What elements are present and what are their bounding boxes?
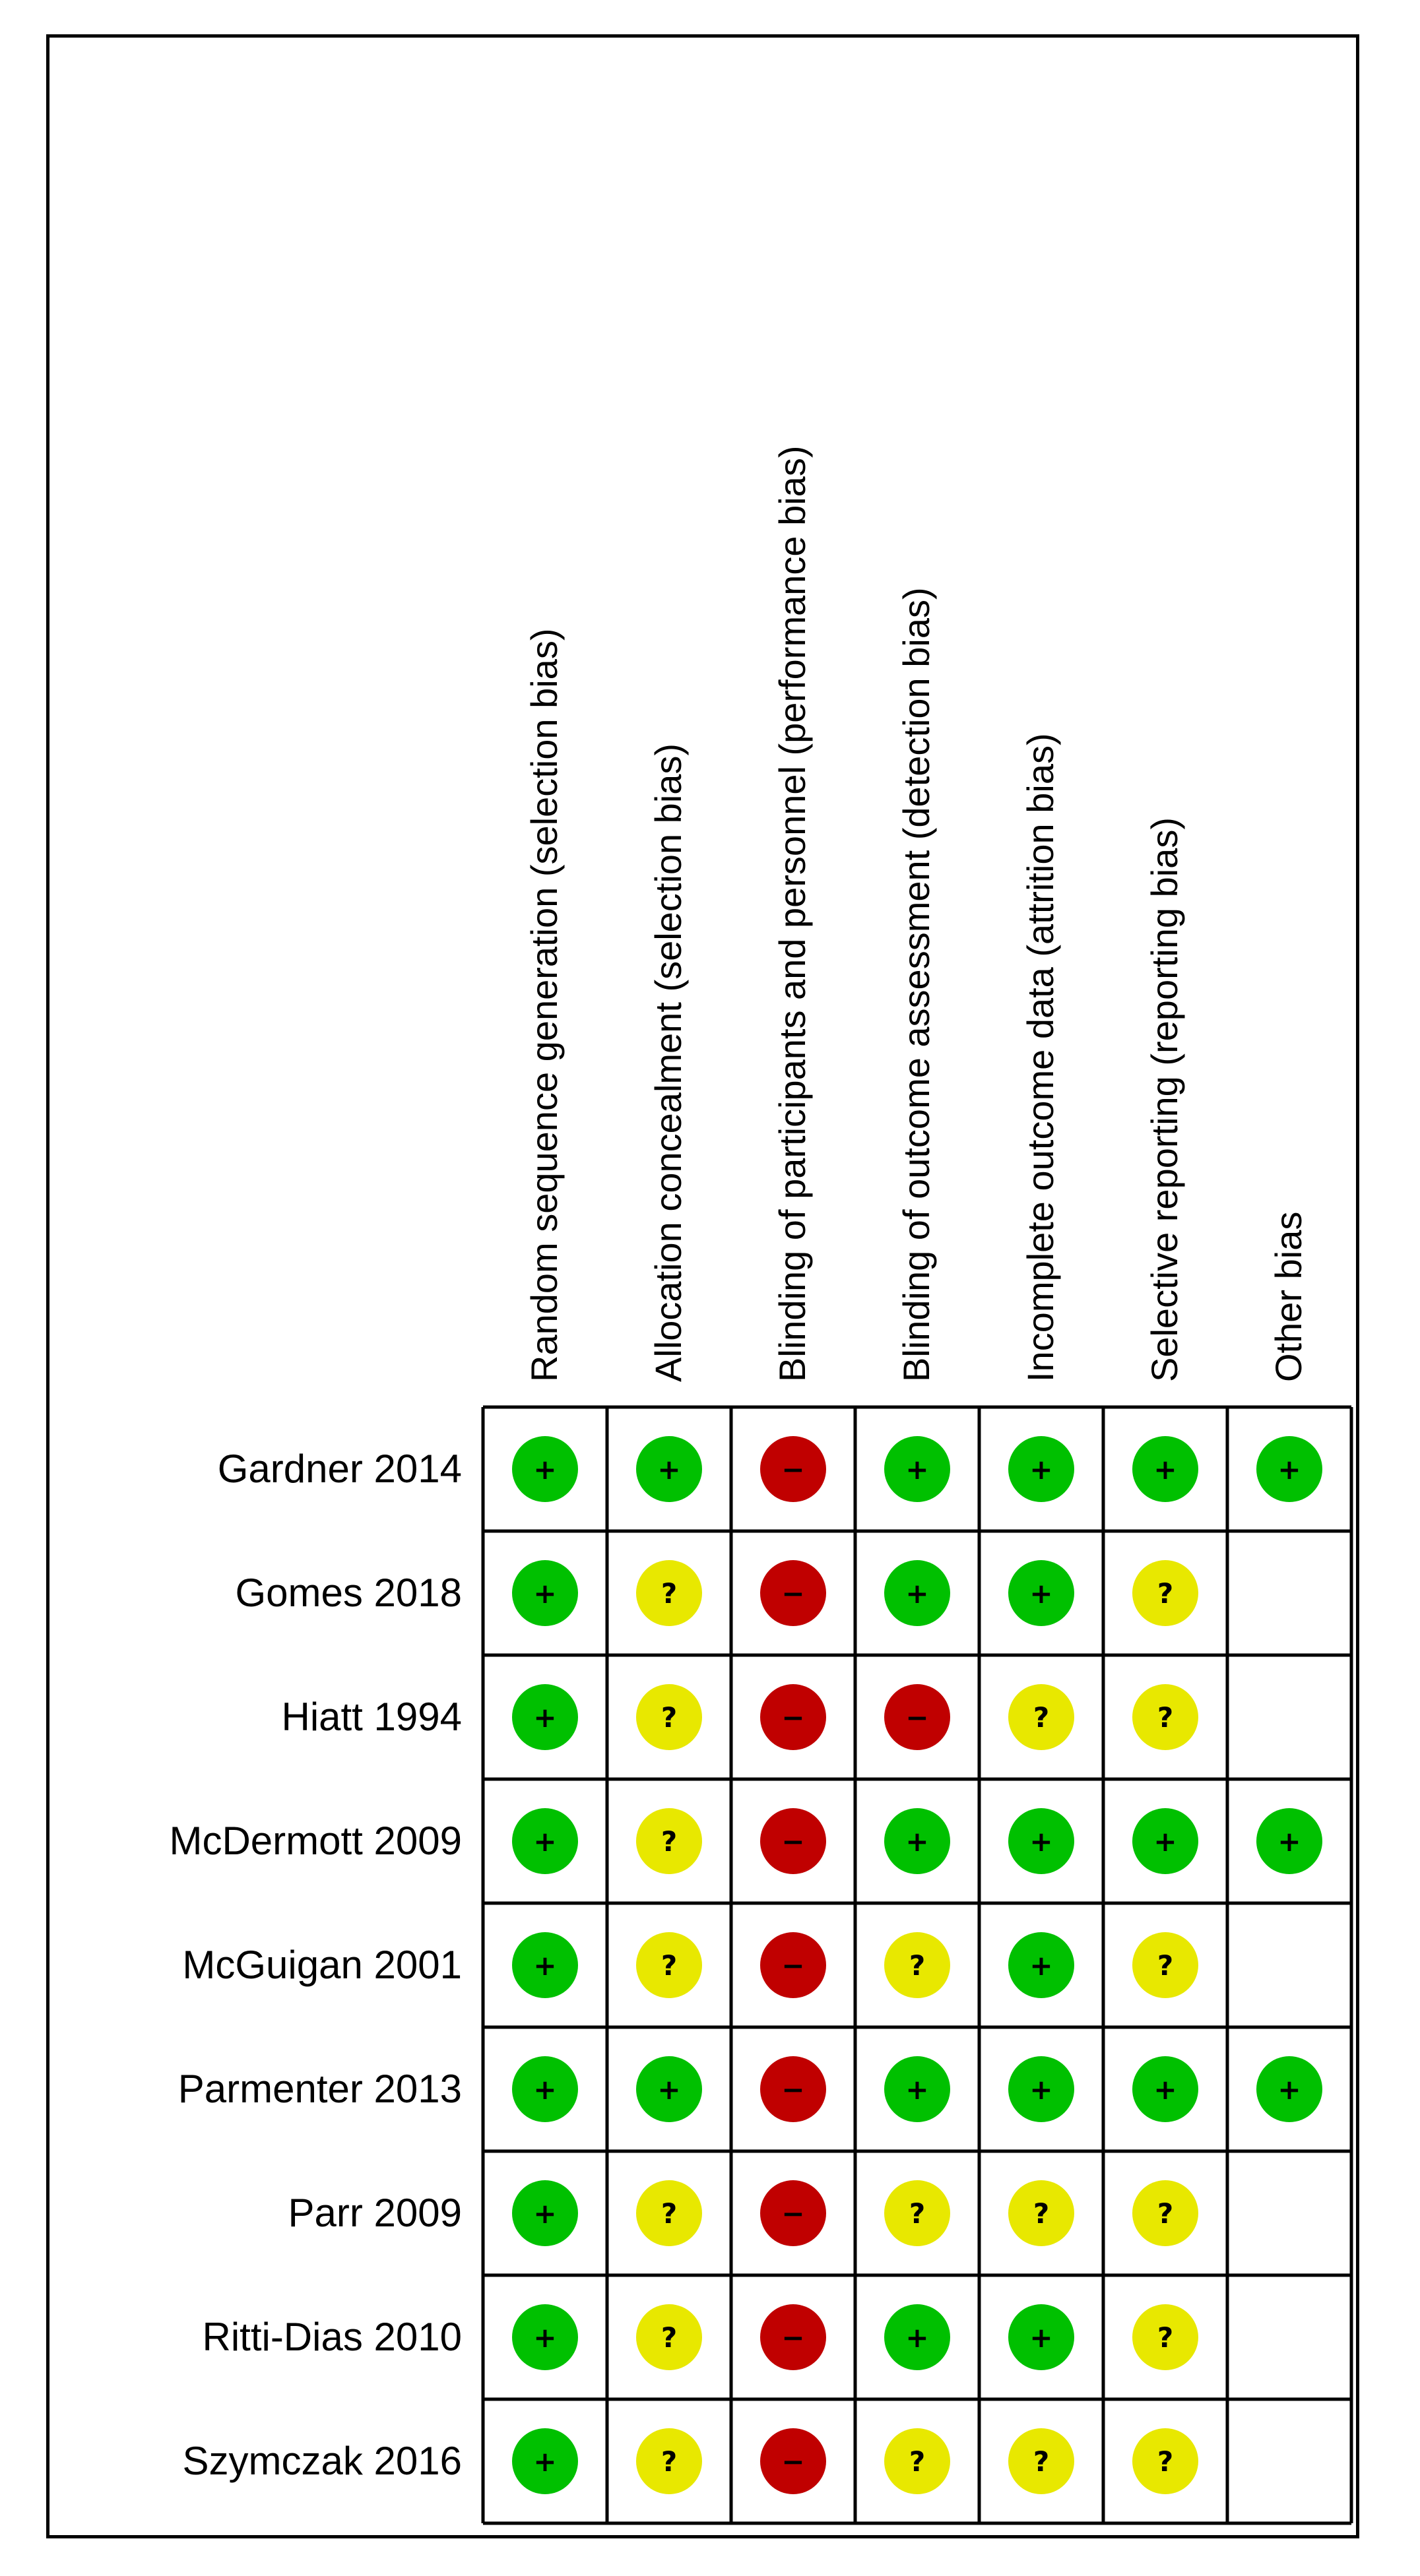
low-risk-symbol: + bbox=[905, 1825, 929, 1858]
low-risk-mark-mcdermott-2009-4 bbox=[884, 1808, 950, 1874]
unclear-risk-symbol: ? bbox=[1033, 1701, 1050, 1734]
low-risk-symbol: + bbox=[1029, 2073, 1053, 2106]
unclear-risk-symbol: ? bbox=[1157, 1577, 1174, 1610]
low-risk-symbol: + bbox=[533, 2321, 557, 2354]
unclear-risk-mark-mcdermott-2009-2 bbox=[636, 1808, 702, 1874]
figure-frame bbox=[46, 34, 1359, 2538]
low-risk-mark-parr-2009-1 bbox=[512, 2180, 578, 2246]
unclear-risk-mark-ritti-dias-2010-2 bbox=[636, 2304, 702, 2370]
unclear-risk-symbol: ? bbox=[661, 1701, 678, 1734]
low-risk-symbol: + bbox=[1029, 1825, 1053, 1858]
low-risk-symbol: + bbox=[533, 2197, 557, 2230]
low-risk-symbol: + bbox=[1029, 2321, 1053, 2354]
row-label-gomes-2018: Gomes 2018 bbox=[235, 1571, 462, 1615]
low-risk-symbol: + bbox=[1153, 2073, 1177, 2106]
row-label-szymczak-2016: Szymczak 2016 bbox=[182, 2439, 462, 2483]
unclear-risk-mark-parr-2009-6 bbox=[1132, 2180, 1198, 2246]
column-header-selective-reporting-reporting-bias: Selective reporting (reporting bias) bbox=[1144, 817, 1185, 1382]
low-risk-mark-mcguigan-2001-1 bbox=[512, 1932, 578, 1998]
low-risk-symbol: + bbox=[533, 1701, 557, 1734]
low-risk-symbol: + bbox=[657, 2073, 681, 2106]
unclear-risk-mark-parr-2009-2 bbox=[636, 2180, 702, 2246]
unclear-risk-mark-mcguigan-2001-6 bbox=[1132, 1932, 1198, 1998]
high-risk-symbol: − bbox=[781, 2197, 805, 2230]
row-label-gardner-2014: Gardner 2014 bbox=[217, 1447, 462, 1491]
low-risk-symbol: + bbox=[1277, 1825, 1301, 1858]
unclear-risk-mark-gomes-2018-6 bbox=[1132, 1560, 1198, 1626]
column-header-blinding-of-outcome-assessment-detection-bias: Blinding of outcome assessment (detection bias) bbox=[895, 587, 937, 1382]
low-risk-symbol: + bbox=[1277, 1453, 1301, 1486]
unclear-risk-symbol: ? bbox=[1033, 2197, 1050, 2230]
column-header-random-sequence-generation-selection-bias: Random sequence generation (selection bias) bbox=[523, 628, 565, 1382]
high-risk-mark-hiatt-1994-4 bbox=[884, 1684, 950, 1750]
unclear-risk-mark-hiatt-1994-5 bbox=[1008, 1684, 1074, 1750]
low-risk-symbol: + bbox=[533, 1949, 557, 1982]
low-risk-mark-gardner-2014-1 bbox=[512, 1436, 578, 1502]
low-risk-mark-mcguigan-2001-5 bbox=[1008, 1932, 1074, 1998]
low-risk-mark-mcdermott-2009-6 bbox=[1132, 1808, 1198, 1874]
unclear-risk-mark-parr-2009-5 bbox=[1008, 2180, 1074, 2246]
low-risk-symbol: + bbox=[533, 2073, 557, 2106]
unclear-risk-symbol: ? bbox=[909, 1949, 926, 1982]
unclear-risk-mark-szymczak-2016-5 bbox=[1008, 2428, 1074, 2494]
low-risk-mark-gomes-2018-5 bbox=[1008, 1560, 1074, 1626]
column-header-other-bias: Other bias bbox=[1268, 1211, 1309, 1382]
high-risk-mark-szymczak-2016-3 bbox=[760, 2428, 826, 2494]
high-risk-symbol: − bbox=[781, 1453, 805, 1486]
unclear-risk-symbol: ? bbox=[1157, 1949, 1174, 1982]
high-risk-symbol: − bbox=[781, 1577, 805, 1610]
low-risk-mark-parmenter-2013-4 bbox=[884, 2056, 950, 2122]
low-risk-symbol: + bbox=[905, 1453, 929, 1486]
unclear-risk-symbol: ? bbox=[661, 2445, 678, 2478]
unclear-risk-mark-szymczak-2016-6 bbox=[1132, 2428, 1198, 2494]
low-risk-mark-parmenter-2013-7 bbox=[1256, 2056, 1322, 2122]
high-risk-symbol: − bbox=[781, 2445, 805, 2478]
unclear-risk-mark-szymczak-2016-2 bbox=[636, 2428, 702, 2494]
column-header-blinding-of-participants-and-personnel-performance-bias: Blinding of participants and personnel (performance bias) bbox=[771, 445, 813, 1382]
low-risk-mark-gardner-2014-4 bbox=[884, 1436, 950, 1502]
high-risk-symbol: − bbox=[781, 1949, 805, 1982]
unclear-risk-mark-parr-2009-4 bbox=[884, 2180, 950, 2246]
rating-marks bbox=[512, 1436, 1322, 2494]
low-risk-mark-gardner-2014-6 bbox=[1132, 1436, 1198, 1502]
high-risk-mark-gomes-2018-3 bbox=[760, 1560, 826, 1626]
high-risk-mark-ritti-dias-2010-3 bbox=[760, 2304, 826, 2370]
high-risk-mark-mcdermott-2009-3 bbox=[760, 1808, 826, 1874]
low-risk-symbol: + bbox=[1153, 1453, 1177, 1486]
low-risk-mark-parmenter-2013-2 bbox=[636, 2056, 702, 2122]
unclear-risk-mark-ritti-dias-2010-6 bbox=[1132, 2304, 1198, 2370]
high-risk-mark-gardner-2014-3 bbox=[760, 1436, 826, 1502]
unclear-risk-symbol: ? bbox=[1157, 2197, 1174, 2230]
low-risk-mark-gardner-2014-5 bbox=[1008, 1436, 1074, 1502]
unclear-risk-symbol: ? bbox=[661, 1577, 678, 1610]
unclear-risk-symbol: ? bbox=[661, 2321, 678, 2354]
low-risk-symbol: + bbox=[1029, 1453, 1053, 1486]
unclear-risk-mark-hiatt-1994-6 bbox=[1132, 1684, 1198, 1750]
low-risk-mark-hiatt-1994-1 bbox=[512, 1684, 578, 1750]
low-risk-mark-szymczak-2016-1 bbox=[512, 2428, 578, 2494]
high-risk-symbol: − bbox=[781, 2073, 805, 2106]
low-risk-symbol: + bbox=[905, 2073, 929, 2106]
unclear-risk-symbol: ? bbox=[661, 1825, 678, 1858]
column-header-incomplete-outcome-data-attrition-bias: Incomplete outcome data (attrition bias) bbox=[1019, 733, 1061, 1382]
unclear-risk-symbol: ? bbox=[1033, 2445, 1050, 2478]
unclear-risk-symbol: ? bbox=[1157, 1701, 1174, 1734]
low-risk-mark-ritti-dias-2010-1 bbox=[512, 2304, 578, 2370]
low-risk-mark-ritti-dias-2010-5 bbox=[1008, 2304, 1074, 2370]
unclear-risk-symbol: ? bbox=[909, 2445, 926, 2478]
low-risk-mark-gomes-2018-4 bbox=[884, 1560, 950, 1626]
low-risk-mark-mcdermott-2009-1 bbox=[512, 1808, 578, 1874]
low-risk-symbol: + bbox=[533, 1577, 557, 1610]
row-labels bbox=[170, 1447, 463, 2483]
unclear-risk-symbol: ? bbox=[1157, 2445, 1174, 2478]
unclear-risk-mark-gomes-2018-2 bbox=[636, 1560, 702, 1626]
low-risk-mark-mcdermott-2009-7 bbox=[1256, 1808, 1322, 1874]
low-risk-symbol: + bbox=[657, 1453, 681, 1486]
low-risk-symbol: + bbox=[533, 2445, 557, 2478]
column-labels bbox=[523, 446, 1309, 1382]
low-risk-mark-parmenter-2013-1 bbox=[512, 2056, 578, 2122]
low-risk-symbol: + bbox=[1029, 1577, 1053, 1610]
row-label-parr-2009: Parr 2009 bbox=[288, 2191, 462, 2235]
low-risk-symbol: + bbox=[533, 1453, 557, 1486]
high-risk-mark-hiatt-1994-3 bbox=[760, 1684, 826, 1750]
unclear-risk-symbol: ? bbox=[1157, 2321, 1174, 2354]
low-risk-symbol: + bbox=[1029, 1949, 1053, 1982]
high-risk-symbol: − bbox=[781, 1825, 805, 1858]
unclear-risk-mark-hiatt-1994-2 bbox=[636, 1684, 702, 1750]
column-header-allocation-concealment-selection-bias: Allocation concealment (selection bias) bbox=[647, 743, 689, 1382]
unclear-risk-symbol: ? bbox=[661, 1949, 678, 1982]
high-risk-mark-parmenter-2013-3 bbox=[760, 2056, 826, 2122]
row-label-parmenter-2013: Parmenter 2013 bbox=[178, 2067, 462, 2111]
unclear-risk-mark-szymczak-2016-4 bbox=[884, 2428, 950, 2494]
low-risk-mark-mcdermott-2009-5 bbox=[1008, 1808, 1074, 1874]
high-risk-symbol: − bbox=[781, 1701, 805, 1734]
row-label-mcdermott-2009: McDermott 2009 bbox=[169, 1819, 462, 1863]
high-risk-mark-parr-2009-3 bbox=[760, 2180, 826, 2246]
high-risk-mark-mcguigan-2001-3 bbox=[760, 1932, 826, 1998]
unclear-risk-mark-mcguigan-2001-2 bbox=[636, 1932, 702, 1998]
low-risk-mark-parmenter-2013-6 bbox=[1132, 2056, 1198, 2122]
risk-of-bias-chart bbox=[49, 38, 1363, 2542]
unclear-risk-symbol: ? bbox=[909, 2197, 926, 2230]
low-risk-mark-gomes-2018-1 bbox=[512, 1560, 578, 1626]
row-label-ritti-dias-2010: Ritti-Dias 2010 bbox=[202, 2315, 462, 2359]
row-label-mcguigan-2001: McGuigan 2001 bbox=[182, 1943, 462, 1987]
low-risk-mark-ritti-dias-2010-4 bbox=[884, 2304, 950, 2370]
high-risk-symbol: − bbox=[781, 2321, 805, 2354]
unclear-risk-symbol: ? bbox=[661, 2197, 678, 2230]
unclear-risk-mark-mcguigan-2001-4 bbox=[884, 1932, 950, 1998]
low-risk-symbol: + bbox=[533, 1825, 557, 1858]
low-risk-symbol: + bbox=[1153, 1825, 1177, 1858]
low-risk-symbol: + bbox=[905, 2321, 929, 2354]
low-risk-symbol: + bbox=[905, 1577, 929, 1610]
low-risk-symbol: + bbox=[1277, 2073, 1301, 2106]
low-risk-mark-gardner-2014-2 bbox=[636, 1436, 702, 1502]
row-label-hiatt-1994: Hiatt 1994 bbox=[281, 1695, 462, 1739]
low-risk-mark-gardner-2014-7 bbox=[1256, 1436, 1322, 1502]
high-risk-symbol: − bbox=[905, 1701, 929, 1734]
low-risk-mark-parmenter-2013-5 bbox=[1008, 2056, 1074, 2122]
